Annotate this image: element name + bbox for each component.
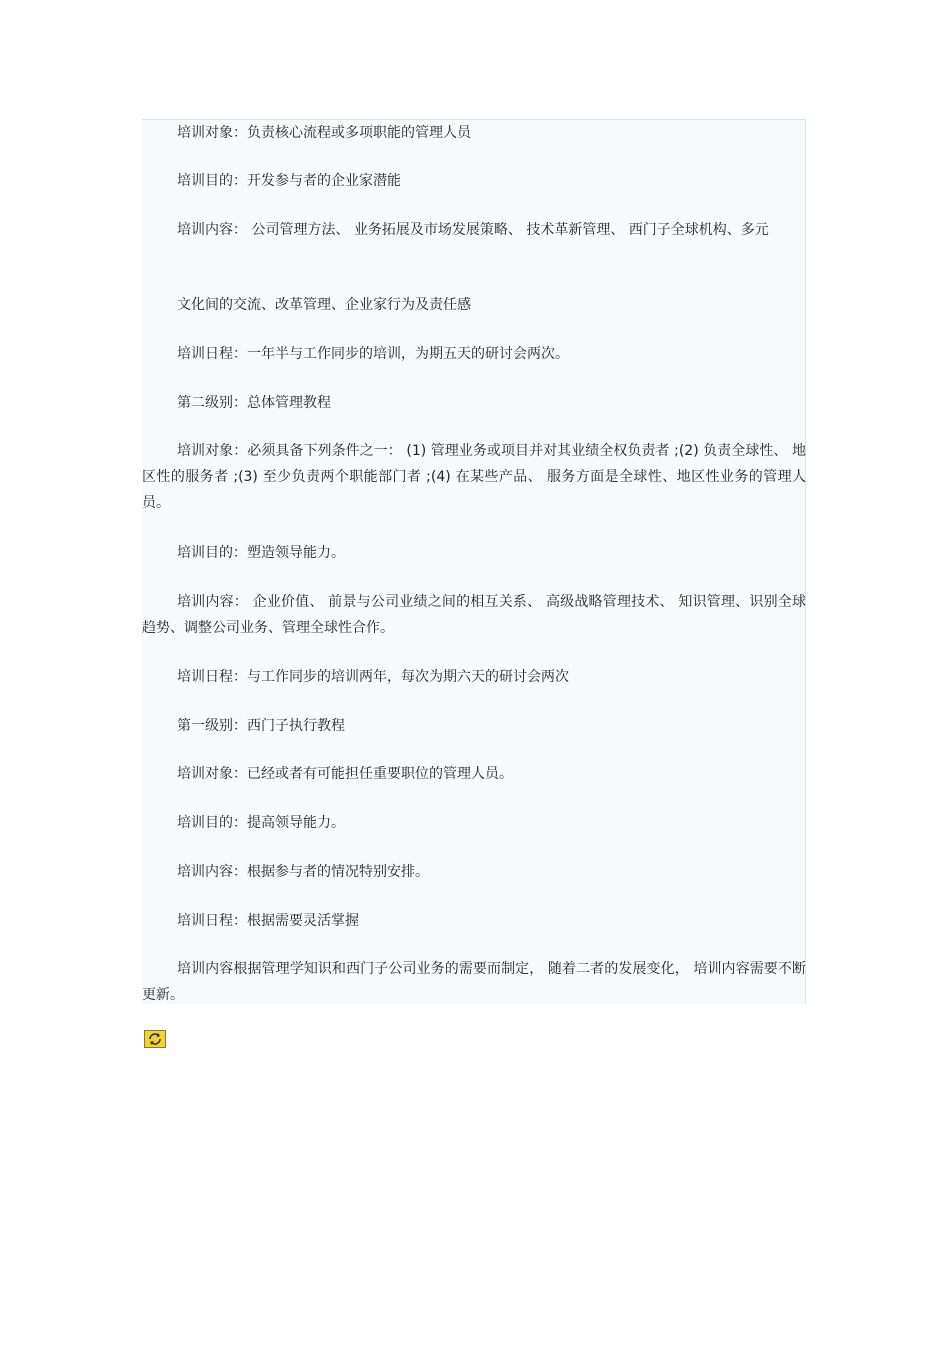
paragraph: 培训内容： 企业价值、 前景与公司业绩之间的相互关系、 高级战略管理技术、 知识管理、识别全球趋势、调整公司业务、管理全球性合作。 [142, 594, 806, 636]
paragraph: 培训目的：开发参与者的企业家潜能 [177, 173, 401, 189]
paragraph: 培训内容：根据参与者的情况特别安排。 [177, 864, 429, 880]
paragraph: 培训对象：已经或者有可能担任重要职位的管理人员。 [177, 766, 513, 782]
paragraph: 培训内容根据管理学知识和西门子公司业务的需要而制定， 随着二者的发展变化， 培训内容需要不断更新。 [142, 961, 806, 1003]
section-heading: 第二级别：总体管理教程 [177, 395, 331, 411]
paragraph: 培训对象：负责核心流程或多项职能的管理人员 [177, 125, 471, 141]
paragraph: 培训内容： 公司管理方法、 业务拓展及市场发展策略、 技术革新管理、 西门子全球机构、多元 [177, 222, 769, 238]
paragraph: 培训目的：塑造领导能力。 [177, 545, 345, 561]
paragraph: 培训日程：与工作同步的培训两年，每次为期六天的研讨会两次 [177, 669, 569, 685]
article-content [142, 119, 806, 1004]
paragraph: 文化间的交流、改革管理、企业家行为及责任感 [177, 297, 471, 313]
paragraph: 培训目的：提高领导能力。 [177, 815, 345, 831]
refresh-icon[interactable] [144, 1030, 166, 1048]
paragraph: 培训日程：根据需要灵活掌握 [177, 913, 359, 929]
paragraph: 培训对象：必须具备下列条件之一： (1) 管理业务或项目并对其业绩全权负责者 ;(2) 负责全球性、 地区性的服务者 ;(3) 至少负责两个职能部门者 ;(4) 在某些产品、 服务方面是全球性、地区性业务的管理人员。 [142, 443, 806, 511]
refresh-icon-graphic [144, 1030, 166, 1048]
section-heading: 第一级别：西门子执行教程 [177, 718, 345, 734]
paragraph: 培训日程：一年半与工作同步的培训，为期五天的研讨会两次。 [177, 346, 569, 362]
